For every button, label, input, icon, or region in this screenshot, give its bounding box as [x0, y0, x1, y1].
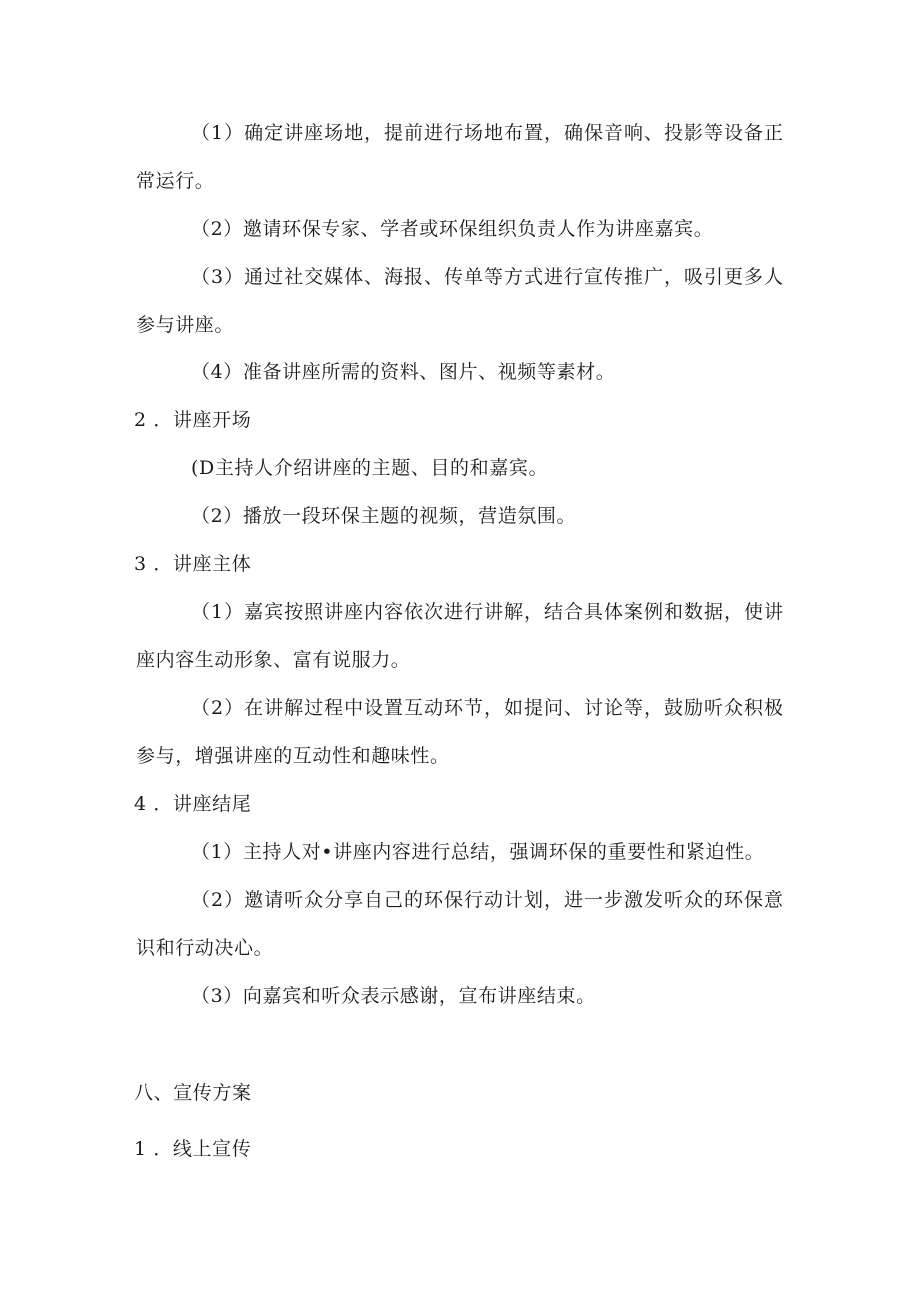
paragraph-line: （2）邀请环保专家、学者或环保组织负责人作为讲座嘉宾。 — [191, 218, 714, 240]
paragraph-line: 识和行动决心。 — [136, 937, 274, 959]
paragraph-line: （3）通过社交媒体、海报、传单等方式进行宣传推广，吸引更多人 — [191, 266, 783, 288]
paragraph-line: (D主持人介绍讲座的主题、目的和嘉宾。 — [191, 457, 549, 479]
section-heading: 4 ．讲座结尾 — [134, 793, 252, 815]
paragraph-line: 座内容生动形象、富有说服力。 — [136, 649, 411, 671]
paragraph-line: 参与，增强讲座的互动性和趣味性。 — [136, 745, 450, 767]
paragraph-line: 参与讲座。 — [136, 314, 235, 336]
section-heading: 1 ．线上宣传 — [134, 1138, 252, 1160]
chapter-heading: 八、宣传方案 — [134, 1082, 252, 1104]
paragraph-line: （2）在讲解过程中设置互动环节，如提问、讨论等，鼓励听众积极 — [191, 697, 783, 719]
paragraph-line: （4）准备讲座所需的资料、图片、视频等素材。 — [191, 361, 616, 383]
paragraph-line: 常运行。 — [136, 170, 215, 192]
section-heading: 2 ．讲座开场 — [134, 409, 252, 431]
paragraph-line: （1）主持人对•讲座内容进行总结，强调环保的重要性和紧迫性。 — [191, 841, 765, 863]
section-heading: 3 ．讲座主体 — [134, 553, 252, 575]
paragraph-line: （3）向嘉宾和听众表示感谢，宣布讲座结束。 — [191, 985, 596, 1007]
paragraph-line: （1）嘉宾按照讲座内容依次进行讲解，结合具体案例和数据，使讲 — [191, 601, 783, 623]
paragraph-line: （1）确定讲座场地，提前进行场地布置，确保音响、投影等设备正 — [191, 122, 783, 144]
paragraph-line: （2）播放一段环保主题的视频，营造氛围。 — [191, 505, 577, 527]
paragraph-line: （2）邀请听众分享自己的环保行动计划，进一步激发听众的环保意 — [191, 889, 783, 911]
